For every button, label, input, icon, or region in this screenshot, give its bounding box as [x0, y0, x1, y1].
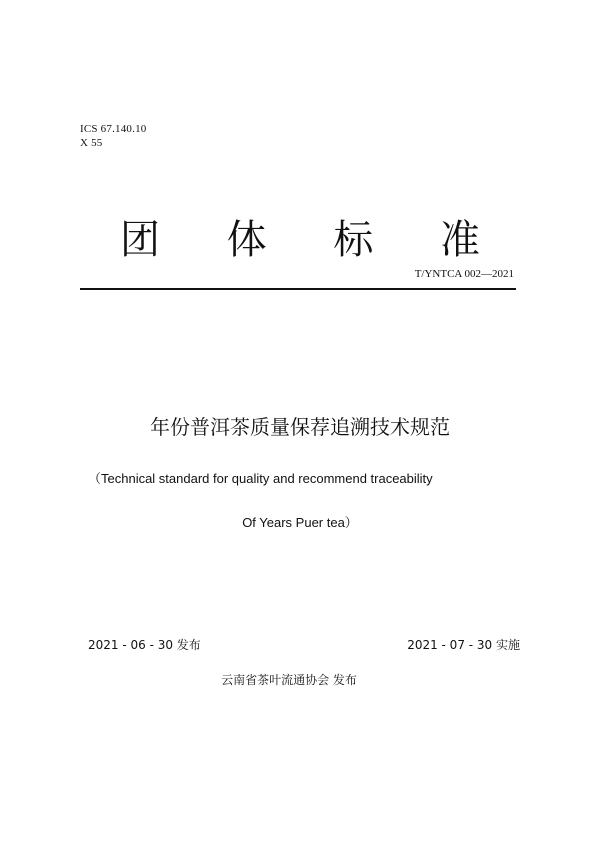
ics-code: ICS 67.140.10	[80, 123, 147, 135]
standard-type-char: 体	[226, 217, 267, 263]
title-english-line2: Of Years Puer tea）	[242, 515, 358, 530]
implementation-date: 2021 - 07 - 30 实施	[407, 638, 520, 652]
standard-number: T/YNTCA 002—2021	[414, 268, 514, 280]
standard-type-char: 标	[333, 217, 374, 263]
title-chinese: 年份普洱茶质量保荐追溯技术规范	[150, 415, 450, 439]
standard-type-heading	[120, 208, 480, 265]
publisher: 云南省茶叶流通协会 发布	[221, 673, 357, 687]
standard-type-char: 团	[120, 217, 160, 263]
header-divider	[80, 288, 516, 290]
title-english-line1: （Technical standard for quality and recommend traceability	[88, 471, 433, 486]
standard-type-char: 准	[439, 217, 480, 263]
classification-code: X 55	[80, 137, 103, 149]
issue-date: 2021 - 06 - 30 发布	[88, 638, 201, 652]
